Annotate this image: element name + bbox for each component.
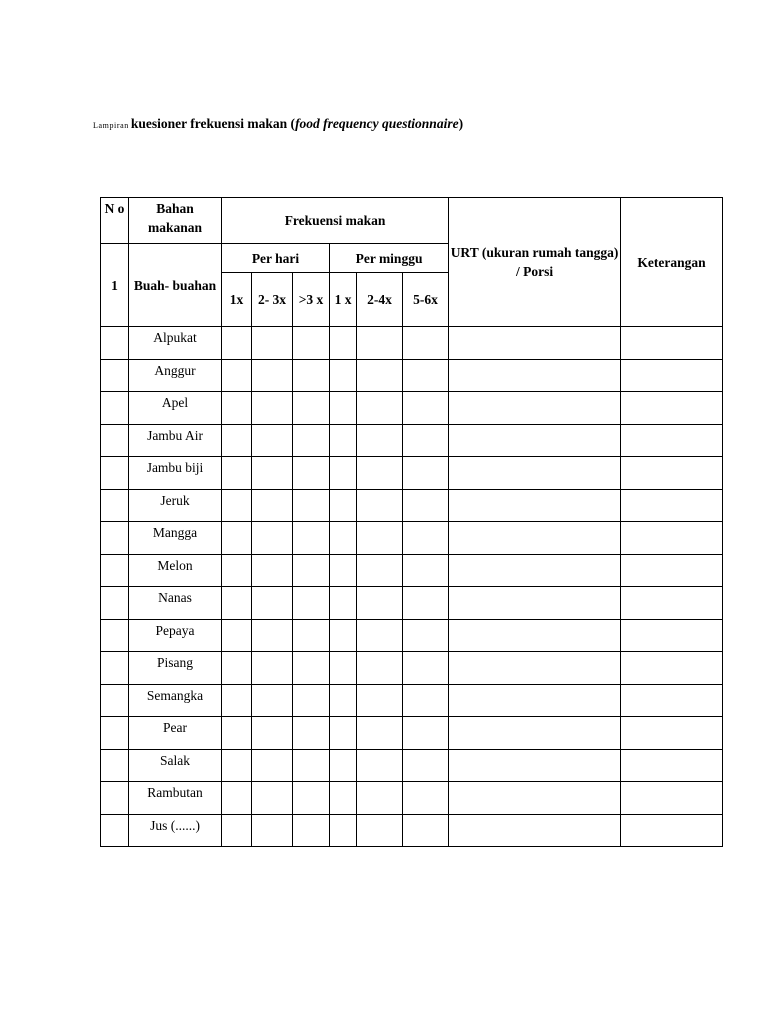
cell-minggu-2-4x[interactable] bbox=[357, 619, 403, 652]
header-minggu-5-6x: 5-6x bbox=[403, 273, 449, 327]
cell-no bbox=[101, 554, 129, 587]
cell-keterangan[interactable] bbox=[621, 554, 723, 587]
cell-keterangan[interactable] bbox=[621, 717, 723, 750]
cell-minggu-2-4x[interactable] bbox=[357, 717, 403, 750]
cell-minggu-2-4x[interactable] bbox=[357, 424, 403, 457]
cell-hari-gt3x[interactable] bbox=[293, 489, 330, 522]
cell-minggu-1x[interactable] bbox=[330, 684, 357, 717]
cell-minggu-1x[interactable] bbox=[330, 489, 357, 522]
cell-urt[interactable] bbox=[449, 652, 621, 685]
cell-hari-gt3x[interactable] bbox=[293, 619, 330, 652]
cell-no bbox=[101, 457, 129, 490]
cell-minggu-1x[interactable] bbox=[330, 619, 357, 652]
table-row bbox=[101, 684, 723, 717]
cell-keterangan[interactable] bbox=[621, 489, 723, 522]
title-suffix: ) bbox=[458, 116, 464, 131]
table-row bbox=[101, 522, 723, 555]
cell-no bbox=[101, 652, 129, 685]
cell-no bbox=[101, 587, 129, 620]
cell-hari-2-3x[interactable] bbox=[252, 587, 293, 620]
cell-urt[interactable] bbox=[449, 392, 621, 425]
cell-minggu-1x[interactable] bbox=[330, 814, 357, 847]
cell-keterangan[interactable] bbox=[621, 782, 723, 815]
cell-food: Pisang bbox=[129, 652, 222, 685]
cell-urt[interactable] bbox=[449, 359, 621, 392]
table-row bbox=[101, 717, 723, 750]
cell-hari-1x[interactable] bbox=[222, 392, 252, 425]
cell-hari-2-3x[interactable] bbox=[252, 554, 293, 587]
food-frequency-table bbox=[100, 197, 723, 847]
header-row-1 bbox=[101, 198, 723, 244]
cell-minggu-5-6x[interactable] bbox=[403, 782, 449, 815]
cell-food: Salak bbox=[129, 749, 222, 782]
cell-hari-2-3x[interactable] bbox=[252, 489, 293, 522]
cell-no bbox=[101, 489, 129, 522]
section-label: Buah- buahan bbox=[129, 244, 222, 327]
cell-hari-1x[interactable] bbox=[222, 359, 252, 392]
cell-hari-gt3x[interactable] bbox=[293, 554, 330, 587]
cell-minggu-2-4x[interactable] bbox=[357, 814, 403, 847]
cell-hari-gt3x[interactable] bbox=[293, 392, 330, 425]
cell-urt[interactable] bbox=[449, 814, 621, 847]
cell-urt[interactable] bbox=[449, 619, 621, 652]
cell-hari-gt3x[interactable] bbox=[293, 587, 330, 620]
cell-minggu-2-4x[interactable] bbox=[357, 489, 403, 522]
cell-minggu-1x[interactable] bbox=[330, 522, 357, 555]
cell-food: Nanas bbox=[129, 587, 222, 620]
cell-minggu-1x[interactable] bbox=[330, 652, 357, 685]
table-row bbox=[101, 814, 723, 847]
cell-hari-1x[interactable] bbox=[222, 782, 252, 815]
cell-food: Anggur bbox=[129, 359, 222, 392]
cell-minggu-5-6x[interactable] bbox=[403, 652, 449, 685]
header-bahan-makanan: Bahan makanan bbox=[129, 198, 222, 244]
cell-keterangan[interactable] bbox=[621, 424, 723, 457]
table-row bbox=[101, 652, 723, 685]
cell-minggu-5-6x[interactable] bbox=[403, 424, 449, 457]
table-row bbox=[101, 554, 723, 587]
cell-hari-1x[interactable] bbox=[222, 457, 252, 490]
table-row bbox=[101, 327, 723, 360]
cell-hari-2-3x[interactable] bbox=[252, 749, 293, 782]
cell-no bbox=[101, 392, 129, 425]
cell-hari-2-3x[interactable] bbox=[252, 522, 293, 555]
cell-minggu-2-4x[interactable] bbox=[357, 522, 403, 555]
title-main: kuesioner frekuensi makan ( bbox=[130, 116, 296, 131]
cell-keterangan[interactable] bbox=[621, 522, 723, 555]
cell-urt[interactable] bbox=[449, 327, 621, 360]
header-minggu-1x: 1 x bbox=[330, 273, 357, 327]
cell-keterangan[interactable] bbox=[621, 587, 723, 620]
cell-hari-1x[interactable] bbox=[222, 489, 252, 522]
cell-hari-1x[interactable] bbox=[222, 717, 252, 750]
table-row bbox=[101, 359, 723, 392]
cell-keterangan[interactable] bbox=[621, 619, 723, 652]
cell-hari-2-3x[interactable] bbox=[252, 782, 293, 815]
title-prefix: Lampiran bbox=[93, 121, 129, 130]
cell-food: Alpukat bbox=[129, 327, 222, 360]
cell-minggu-2-4x[interactable] bbox=[357, 392, 403, 425]
cell-hari-1x[interactable] bbox=[222, 749, 252, 782]
cell-hari-2-3x[interactable] bbox=[252, 359, 293, 392]
cell-hari-1x[interactable] bbox=[222, 619, 252, 652]
cell-keterangan[interactable] bbox=[621, 814, 723, 847]
cell-urt[interactable] bbox=[449, 749, 621, 782]
cell-minggu-5-6x[interactable] bbox=[403, 359, 449, 392]
cell-keterangan[interactable] bbox=[621, 392, 723, 425]
cell-minggu-1x[interactable] bbox=[330, 782, 357, 815]
header-no: N o bbox=[101, 198, 129, 244]
cell-hari-1x[interactable] bbox=[222, 652, 252, 685]
header-keterangan: Keterangan bbox=[621, 198, 723, 327]
cell-hari-2-3x[interactable] bbox=[252, 814, 293, 847]
title-italic: food frequency questionnaire bbox=[295, 116, 459, 131]
cell-food: Jambu biji bbox=[129, 457, 222, 490]
cell-no bbox=[101, 782, 129, 815]
cell-no bbox=[101, 424, 129, 457]
cell-minggu-1x[interactable] bbox=[330, 424, 357, 457]
cell-keterangan[interactable] bbox=[621, 327, 723, 360]
cell-no bbox=[101, 359, 129, 392]
cell-minggu-2-4x[interactable] bbox=[357, 587, 403, 620]
table-row bbox=[101, 749, 723, 782]
cell-urt[interactable] bbox=[449, 782, 621, 815]
cell-hari-2-3x[interactable] bbox=[252, 457, 293, 490]
cell-hari-gt3x[interactable] bbox=[293, 359, 330, 392]
cell-food: Semangka bbox=[129, 684, 222, 717]
cell-minggu-5-6x[interactable] bbox=[403, 392, 449, 425]
cell-no bbox=[101, 619, 129, 652]
cell-urt[interactable] bbox=[449, 424, 621, 457]
cell-hari-2-3x[interactable] bbox=[252, 717, 293, 750]
cell-hari-gt3x[interactable] bbox=[293, 684, 330, 717]
table-row bbox=[101, 392, 723, 425]
cell-minggu-2-4x[interactable] bbox=[357, 327, 403, 360]
cell-hari-gt3x[interactable] bbox=[293, 652, 330, 685]
cell-keterangan[interactable] bbox=[621, 359, 723, 392]
cell-minggu-5-6x[interactable] bbox=[403, 327, 449, 360]
cell-keterangan[interactable] bbox=[621, 749, 723, 782]
cell-hari-gt3x[interactable] bbox=[293, 814, 330, 847]
cell-minggu-1x[interactable] bbox=[330, 392, 357, 425]
cell-hari-gt3x[interactable] bbox=[293, 717, 330, 750]
cell-hari-2-3x[interactable] bbox=[252, 619, 293, 652]
cell-minggu-5-6x[interactable] bbox=[403, 717, 449, 750]
cell-minggu-5-6x[interactable] bbox=[403, 619, 449, 652]
cell-minggu-5-6x[interactable] bbox=[403, 554, 449, 587]
cell-hari-1x[interactable] bbox=[222, 424, 252, 457]
header-urt: URT (ukuran rumah tangga) / Porsi bbox=[449, 198, 621, 327]
cell-urt[interactable] bbox=[449, 522, 621, 555]
cell-urt[interactable] bbox=[449, 717, 621, 750]
cell-hari-1x[interactable] bbox=[222, 327, 252, 360]
cell-urt[interactable] bbox=[449, 554, 621, 587]
cell-no bbox=[101, 327, 129, 360]
table-row bbox=[101, 587, 723, 620]
cell-no bbox=[101, 717, 129, 750]
cell-minggu-1x[interactable] bbox=[330, 554, 357, 587]
header-hari-gt3x: >3 x bbox=[293, 273, 330, 327]
cell-food: Jus (......) bbox=[129, 814, 222, 847]
cell-urt[interactable] bbox=[449, 587, 621, 620]
cell-minggu-1x[interactable] bbox=[330, 457, 357, 490]
cell-minggu-1x[interactable] bbox=[330, 327, 357, 360]
cell-minggu-2-4x[interactable] bbox=[357, 652, 403, 685]
cell-hari-gt3x[interactable] bbox=[293, 782, 330, 815]
cell-minggu-2-4x[interactable] bbox=[357, 684, 403, 717]
cell-food: Jambu Air bbox=[129, 424, 222, 457]
cell-keterangan[interactable] bbox=[621, 457, 723, 490]
cell-minggu-5-6x[interactable] bbox=[403, 684, 449, 717]
cell-hari-2-3x[interactable] bbox=[252, 424, 293, 457]
cell-hari-2-3x[interactable] bbox=[252, 684, 293, 717]
cell-keterangan[interactable] bbox=[621, 652, 723, 685]
cell-hari-2-3x[interactable] bbox=[252, 327, 293, 360]
cell-urt[interactable] bbox=[449, 457, 621, 490]
header-hari-1x: 1x bbox=[222, 273, 252, 327]
cell-minggu-2-4x[interactable] bbox=[357, 359, 403, 392]
table-row bbox=[101, 424, 723, 457]
page-title bbox=[93, 116, 463, 132]
header-hari-2-3x: 2- 3x bbox=[252, 273, 293, 327]
header-frekuensi-makan: Frekuensi makan bbox=[222, 198, 449, 244]
cell-minggu-5-6x[interactable] bbox=[403, 522, 449, 555]
table-row bbox=[101, 489, 723, 522]
cell-hari-gt3x[interactable] bbox=[293, 457, 330, 490]
cell-hari-1x[interactable] bbox=[222, 554, 252, 587]
cell-hari-1x[interactable] bbox=[222, 684, 252, 717]
cell-hari-gt3x[interactable] bbox=[293, 749, 330, 782]
cell-hari-1x[interactable] bbox=[222, 814, 252, 847]
table-row bbox=[101, 457, 723, 490]
cell-urt[interactable] bbox=[449, 489, 621, 522]
table-row bbox=[101, 782, 723, 815]
section-number: 1 bbox=[101, 244, 129, 327]
cell-minggu-2-4x[interactable] bbox=[357, 749, 403, 782]
cell-no bbox=[101, 814, 129, 847]
cell-hari-gt3x[interactable] bbox=[293, 522, 330, 555]
cell-minggu-1x[interactable] bbox=[330, 359, 357, 392]
cell-hari-gt3x[interactable] bbox=[293, 424, 330, 457]
cell-food: Jeruk bbox=[129, 489, 222, 522]
cell-no bbox=[101, 522, 129, 555]
cell-hari-1x[interactable] bbox=[222, 522, 252, 555]
cell-minggu-5-6x[interactable] bbox=[403, 457, 449, 490]
cell-minggu-1x[interactable] bbox=[330, 717, 357, 750]
table-body bbox=[101, 198, 723, 847]
cell-food: Apel bbox=[129, 392, 222, 425]
cell-no bbox=[101, 684, 129, 717]
header-minggu-2-4x: 2-4x bbox=[357, 273, 403, 327]
cell-minggu-5-6x[interactable] bbox=[403, 749, 449, 782]
cell-urt[interactable] bbox=[449, 684, 621, 717]
header-per-hari: Per hari bbox=[222, 244, 330, 273]
cell-minggu-5-6x[interactable] bbox=[403, 587, 449, 620]
cell-food: Rambutan bbox=[129, 782, 222, 815]
table-row bbox=[101, 619, 723, 652]
cell-hari-2-3x[interactable] bbox=[252, 392, 293, 425]
cell-minggu-2-4x[interactable] bbox=[357, 554, 403, 587]
cell-food: Melon bbox=[129, 554, 222, 587]
cell-minggu-2-4x[interactable] bbox=[357, 782, 403, 815]
cell-minggu-1x[interactable] bbox=[330, 749, 357, 782]
cell-no bbox=[101, 749, 129, 782]
cell-minggu-5-6x[interactable] bbox=[403, 814, 449, 847]
cell-hari-gt3x[interactable] bbox=[293, 327, 330, 360]
cell-hari-2-3x[interactable] bbox=[252, 652, 293, 685]
cell-food: Pear bbox=[129, 717, 222, 750]
header-per-minggu: Per minggu bbox=[330, 244, 449, 273]
cell-hari-1x[interactable] bbox=[222, 587, 252, 620]
cell-food: Pepaya bbox=[129, 619, 222, 652]
cell-minggu-2-4x[interactable] bbox=[357, 457, 403, 490]
cell-minggu-1x[interactable] bbox=[330, 587, 357, 620]
cell-keterangan[interactable] bbox=[621, 684, 723, 717]
cell-minggu-5-6x[interactable] bbox=[403, 489, 449, 522]
cell-food: Mangga bbox=[129, 522, 222, 555]
